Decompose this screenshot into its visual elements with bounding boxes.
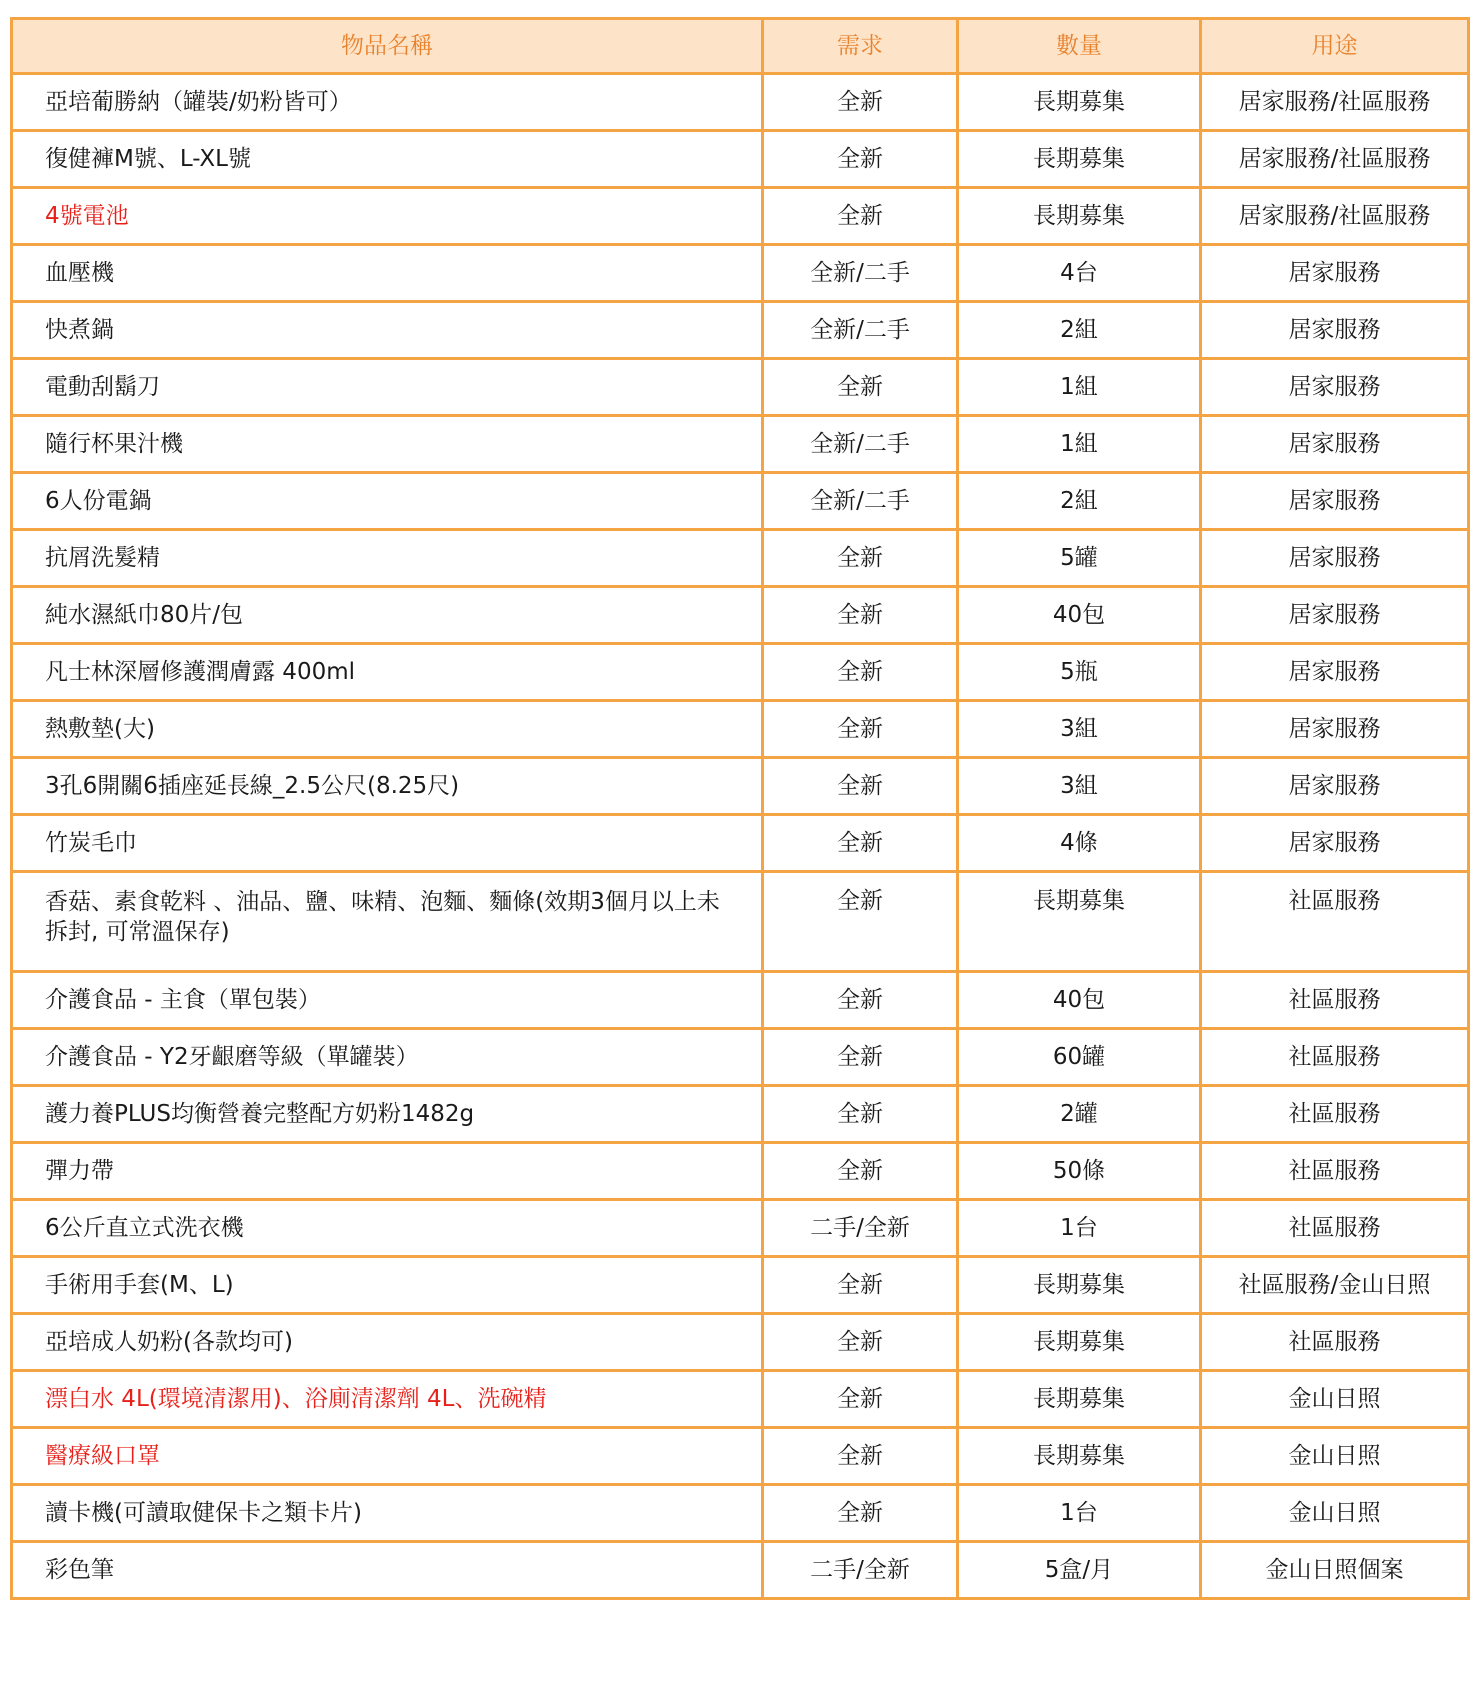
quantity-cell: 2組 <box>958 473 1201 530</box>
table-row <box>12 1542 1469 1599</box>
purpose-cell: 居家服務/社區服務 <box>1201 188 1469 245</box>
purpose-cell: 社區服務 <box>1201 872 1469 972</box>
header-quantity: 數量 <box>958 19 1201 74</box>
quantity-cell: 5瓶 <box>958 644 1201 701</box>
need-cell: 全新 <box>763 1143 958 1200</box>
purpose-cell: 社區服務 <box>1201 1143 1469 1200</box>
quantity-cell: 60罐 <box>958 1029 1201 1086</box>
item-name-cell: 香菇、素食乾料 、油品、鹽、味精、泡麵、麵條(效期3個月以上未拆封, 可常溫保存) <box>12 872 763 972</box>
quantity-cell: 4條 <box>958 815 1201 872</box>
item-name-cell: 6公斤直立式洗衣機 <box>12 1200 763 1257</box>
quantity-cell: 1台 <box>958 1200 1201 1257</box>
table-header-row <box>12 19 1469 74</box>
need-cell: 全新/二手 <box>763 473 958 530</box>
table-row <box>12 131 1469 188</box>
purpose-cell: 居家服務 <box>1201 416 1469 473</box>
quantity-cell: 長期募集 <box>958 1257 1201 1314</box>
table-row <box>12 1029 1469 1086</box>
purpose-cell: 居家服務 <box>1201 245 1469 302</box>
table-row <box>12 74 1469 131</box>
need-cell: 全新 <box>763 587 958 644</box>
item-name-cell: 快煮鍋 <box>12 302 763 359</box>
table-row <box>12 416 1469 473</box>
quantity-cell: 2組 <box>958 302 1201 359</box>
purpose-cell: 社區服務 <box>1201 1086 1469 1143</box>
quantity-cell: 3組 <box>958 701 1201 758</box>
item-name-cell: 隨行杯果汁機 <box>12 416 763 473</box>
header-need: 需求 <box>763 19 958 74</box>
table-row <box>12 1086 1469 1143</box>
quantity-cell: 5盒/月 <box>958 1542 1201 1599</box>
header-purpose: 用途 <box>1201 19 1469 74</box>
item-name-cell: 手術用手套(M、L) <box>12 1257 763 1314</box>
donation-table-container <box>10 17 1470 1600</box>
need-cell: 全新 <box>763 1485 958 1542</box>
quantity-cell: 長期募集 <box>958 1428 1201 1485</box>
table-row <box>12 815 1469 872</box>
item-name-cell: 復健褲M號、L-XL號 <box>12 131 763 188</box>
item-name-cell: 6人份電鍋 <box>12 473 763 530</box>
item-name-cell: 3孔6開關6插座延長線_2.5公尺(8.25尺) <box>12 758 763 815</box>
quantity-cell: 長期募集 <box>958 188 1201 245</box>
item-name-cell: 電動刮鬍刀 <box>12 359 763 416</box>
item-name-cell: 亞培葡勝納（罐裝/奶粉皆可） <box>12 74 763 131</box>
item-name-cell: 熱敷墊(大) <box>12 701 763 758</box>
table-row <box>12 701 1469 758</box>
need-cell: 全新 <box>763 1086 958 1143</box>
item-name-cell: 亞培成人奶粉(各款均可) <box>12 1314 763 1371</box>
need-cell: 全新 <box>763 1257 958 1314</box>
table-row <box>12 1428 1469 1485</box>
item-name-cell: 護力養PLUS均衡營養完整配方奶粉1482g <box>12 1086 763 1143</box>
item-name-cell: 介護食品 - Y2牙齦磨等級（單罐裝） <box>12 1029 763 1086</box>
table-row <box>12 473 1469 530</box>
purpose-cell: 居家服務 <box>1201 758 1469 815</box>
need-cell: 全新 <box>763 131 958 188</box>
purpose-cell: 居家服務 <box>1201 302 1469 359</box>
table-row <box>12 302 1469 359</box>
item-name-cell: 抗屑洗髮精 <box>12 530 763 587</box>
item-name-cell: 讀卡機(可讀取健保卡之類卡片) <box>12 1485 763 1542</box>
purpose-cell: 居家服務 <box>1201 701 1469 758</box>
need-cell: 全新 <box>763 701 958 758</box>
item-name-cell: 介護食品 - 主食（單包裝） <box>12 972 763 1029</box>
need-cell: 全新/二手 <box>763 416 958 473</box>
table-row <box>12 359 1469 416</box>
quantity-cell: 40包 <box>958 587 1201 644</box>
quantity-cell: 2罐 <box>958 1086 1201 1143</box>
purpose-cell: 居家服務 <box>1201 473 1469 530</box>
purpose-cell: 金山日照 <box>1201 1485 1469 1542</box>
purpose-cell: 金山日照 <box>1201 1371 1469 1428</box>
quantity-cell: 長期募集 <box>958 1371 1201 1428</box>
need-cell: 全新 <box>763 758 958 815</box>
table-row <box>12 1257 1469 1314</box>
quantity-cell: 1組 <box>958 359 1201 416</box>
purpose-cell: 社區服務 <box>1201 1314 1469 1371</box>
table-row <box>12 587 1469 644</box>
table-row <box>12 1314 1469 1371</box>
item-name-cell: 彩色筆 <box>12 1542 763 1599</box>
quantity-cell: 長期募集 <box>958 1314 1201 1371</box>
purpose-cell: 社區服務/金山日照 <box>1201 1257 1469 1314</box>
table-body <box>12 74 1469 1599</box>
need-cell: 全新/二手 <box>763 302 958 359</box>
purpose-cell: 居家服務 <box>1201 815 1469 872</box>
table-row <box>12 188 1469 245</box>
need-cell: 全新 <box>763 1314 958 1371</box>
purpose-cell: 社區服務 <box>1201 972 1469 1029</box>
item-name-cell: 凡士林深層修護潤膚露 400ml <box>12 644 763 701</box>
purpose-cell: 居家服務 <box>1201 530 1469 587</box>
need-cell: 全新 <box>763 972 958 1029</box>
quantity-cell: 長期募集 <box>958 872 1201 972</box>
need-cell: 全新/二手 <box>763 245 958 302</box>
table-row <box>12 872 1469 972</box>
need-cell: 全新 <box>763 872 958 972</box>
quantity-cell: 長期募集 <box>958 131 1201 188</box>
need-cell: 全新 <box>763 815 958 872</box>
donation-items-table <box>10 17 1470 1600</box>
purpose-cell: 居家服務 <box>1201 587 1469 644</box>
table-row <box>12 1371 1469 1428</box>
purpose-cell: 金山日照個案 <box>1201 1542 1469 1599</box>
table-row <box>12 530 1469 587</box>
item-name-cell: 漂白水 4L(環境清潔用)、浴廁清潔劑 4L、洗碗精 <box>12 1371 763 1428</box>
item-name-cell: 竹炭毛巾 <box>12 815 763 872</box>
table-row <box>12 245 1469 302</box>
quantity-cell: 40包 <box>958 972 1201 1029</box>
quantity-cell: 1組 <box>958 416 1201 473</box>
quantity-cell: 長期募集 <box>958 74 1201 131</box>
need-cell: 二手/全新 <box>763 1200 958 1257</box>
need-cell: 全新 <box>763 1428 958 1485</box>
need-cell: 全新 <box>763 359 958 416</box>
purpose-cell: 社區服務 <box>1201 1200 1469 1257</box>
table-row <box>12 1200 1469 1257</box>
quantity-cell: 5罐 <box>958 530 1201 587</box>
purpose-cell: 居家服務 <box>1201 644 1469 701</box>
need-cell: 全新 <box>763 188 958 245</box>
purpose-cell: 社區服務 <box>1201 1029 1469 1086</box>
need-cell: 全新 <box>763 74 958 131</box>
need-cell: 全新 <box>763 530 958 587</box>
need-cell: 二手/全新 <box>763 1542 958 1599</box>
item-name-cell: 血壓機 <box>12 245 763 302</box>
table-row <box>12 1485 1469 1542</box>
purpose-cell: 居家服務 <box>1201 359 1469 416</box>
item-name-cell: 4號電池 <box>12 188 763 245</box>
quantity-cell: 50條 <box>958 1143 1201 1200</box>
purpose-cell: 居家服務/社區服務 <box>1201 74 1469 131</box>
item-name-cell: 醫療級口罩 <box>12 1428 763 1485</box>
need-cell: 全新 <box>763 644 958 701</box>
need-cell: 全新 <box>763 1029 958 1086</box>
table-row <box>12 972 1469 1029</box>
item-name-cell: 純水濕紙巾80片/包 <box>12 587 763 644</box>
table-row <box>12 644 1469 701</box>
quantity-cell: 3組 <box>958 758 1201 815</box>
quantity-cell: 1台 <box>958 1485 1201 1542</box>
quantity-cell: 4台 <box>958 245 1201 302</box>
table-row <box>12 758 1469 815</box>
table-row <box>12 1143 1469 1200</box>
header-item-name: 物品名稱 <box>12 19 763 74</box>
purpose-cell: 居家服務/社區服務 <box>1201 131 1469 188</box>
purpose-cell: 金山日照 <box>1201 1428 1469 1485</box>
item-name-cell: 彈力帶 <box>12 1143 763 1200</box>
need-cell: 全新 <box>763 1371 958 1428</box>
